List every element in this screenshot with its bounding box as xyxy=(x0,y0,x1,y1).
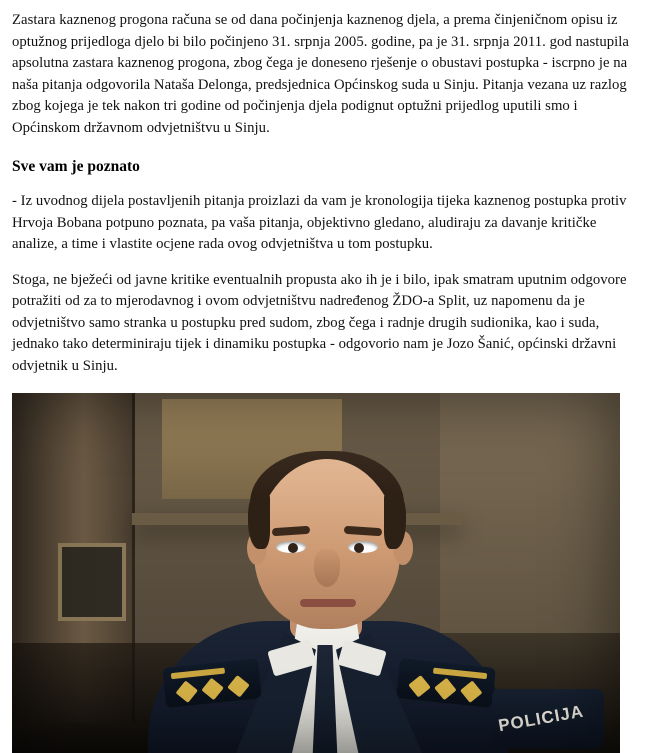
article-body-paragraph-1: - Iz uvodnog dijela postavljenih pitanja proizlazi da vam je kronologija tijeka kaznenog postupka protiv Hrvoja Bobana potpuno poznata, pa vaša pitanja, objektivno gledano, aludiraju za davanje kritičke analize, a time i vlastite ocjene rada ovog odvjetništva u tom postupku. xyxy=(12,193,627,252)
article-lead-paragraph: Zastara kaznenog progona računa se od dana počinjenja kaznenog djela, a prema činjeničnom opisu iz optužnog prijedloga djelo bi bilo počinjeno 31. srpnja 2005. godine, pa je 31. srpnja 2011. god nastupila apsolutna zastara kaznenog progona, zbog čega je doneseno rješenje o obustavi postupka - iscrpno je na naša pitanja odgovorila Nataša Delonga, predsjednica Općinskog suda u Sinju. Pitanja vezana uz razlog zbog kojega je tek nakon tri godine od počinjenja djela podignut optužni prijedlog uputili smo i Općinskom državnom odvjetništvu u Sinju. xyxy=(12,12,629,136)
photo-person xyxy=(162,449,492,753)
person-hair-left xyxy=(248,493,270,549)
article-subheading: Sve vam je poznato xyxy=(12,158,140,175)
uniform-patch-label: POLICIJA xyxy=(496,701,586,736)
article-body-paragraph-2: Stoga, ne bježeći od javne kritike eventualnih propusta ako ih je i bilo, ipak smatram uputnim odgovore potražiti od za to mjerodavnog i ovom odvjetništvu nadređenog ŽDO-a Split, uz napomenu da je odvjetništvo samo stranka u postupku pred sudom, zbog čega i radnje drugih sudionika, kao i suda, jednako tako determiniraju tijek i dinamiku postupka - odgovorio nam je Jozo Šanić, općinski državni odvjetnik u Sinju. xyxy=(12,271,627,374)
article-photo xyxy=(12,393,620,753)
person-pupil-left xyxy=(288,543,298,553)
rank-bar-icon xyxy=(171,668,225,680)
person-nose xyxy=(314,549,340,587)
rank-pip-icon xyxy=(176,680,199,703)
rank-pip-icon xyxy=(460,680,483,703)
rank-pip-icon xyxy=(201,678,224,701)
person-pupil-right xyxy=(354,543,364,553)
uniform-shoulder-patch xyxy=(492,689,604,749)
photo-illustration xyxy=(12,393,620,753)
photo-background-picture-frame xyxy=(58,543,126,621)
person-mouth xyxy=(300,599,356,607)
rank-pip-icon xyxy=(227,675,250,698)
person-hair-right xyxy=(384,493,406,549)
rank-bar-icon xyxy=(433,668,487,680)
rank-pip-icon xyxy=(408,675,431,698)
rank-pip-icon xyxy=(434,678,457,701)
